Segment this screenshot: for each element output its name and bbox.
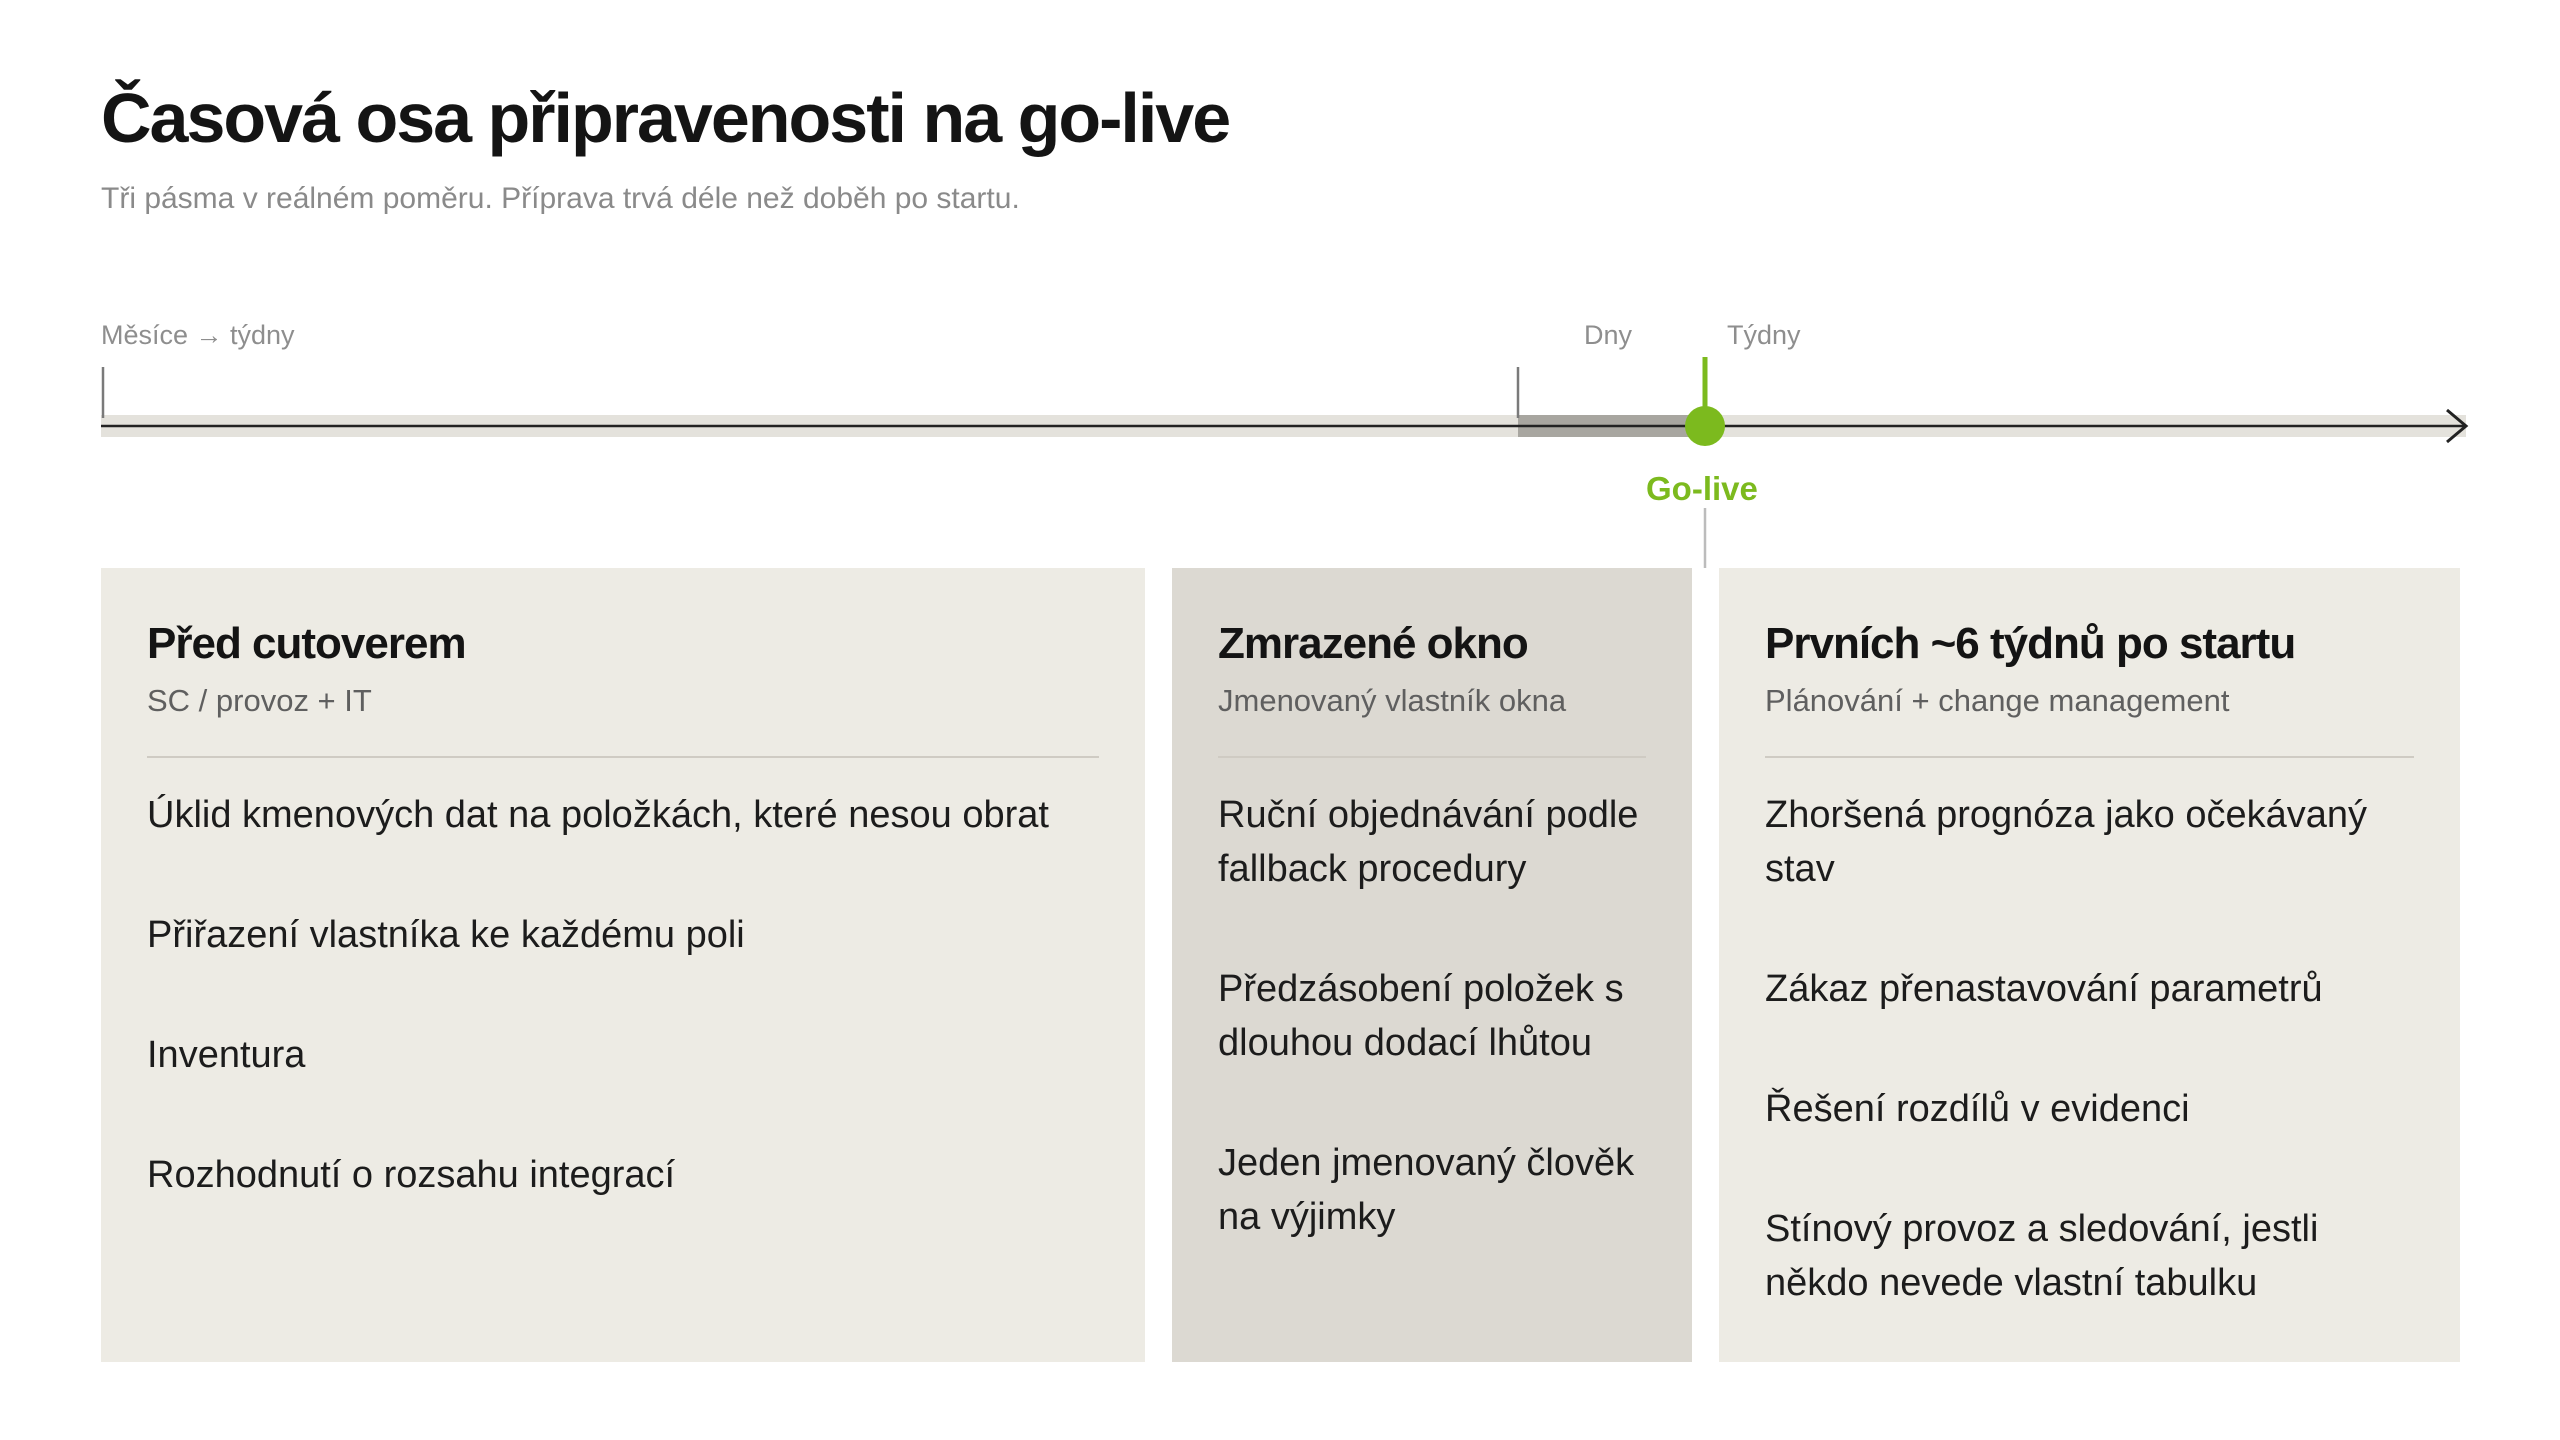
- card-title: Před cutoverem: [147, 619, 466, 668]
- card-title: Prvních ~6 týdnů po startu: [1765, 619, 2296, 668]
- list-item: Řešení rozdílů v evidenci: [1765, 1087, 2190, 1130]
- card-title: Zmrazené okno: [1218, 619, 1528, 668]
- page-title: Časová osa připravenosti na go-live: [101, 79, 1230, 157]
- list-item: Stínový provoz a sledování, jestli někdo nevede vlastní tabulku: [1765, 1207, 2319, 1304]
- list-item: Jeden jmenovaný člověk na výjimky: [1218, 1141, 1635, 1238]
- golive-label: Go-live: [1646, 470, 1758, 507]
- timeline-axis: [0, 0, 2560, 580]
- list-item: Inventura: [147, 1033, 306, 1076]
- card-subtitle: SC / provoz + IT: [147, 682, 372, 718]
- card-subtitle: Plánování + change management: [1765, 682, 2230, 718]
- list-item: Ruční objednávání podle fallback procedury: [1218, 793, 1639, 890]
- card-divider: [147, 756, 1099, 758]
- card-divider: [1765, 756, 2414, 758]
- list-item: Úklid kmenových dat na položkách, které nesou obrat: [147, 793, 1049, 836]
- list-item: Předzásobení položek s dlouhou dodací lhůtou: [1218, 967, 1624, 1064]
- card-pre-cutover: [101, 568, 1145, 1362]
- list-item: Rozhodnutí o rozsahu integrací: [147, 1153, 676, 1196]
- list-item: Přiřazení vlastníka ke každému poli: [147, 913, 745, 956]
- card-post-start: [1719, 568, 2460, 1362]
- timeline-label-months: Měsíce → týdny: [101, 320, 295, 350]
- card-divider: [1218, 756, 1646, 758]
- timeline-label-days: Dny: [1584, 320, 1633, 350]
- card-item-list: [1765, 788, 2414, 1310]
- golive-marker-dot: [1685, 406, 1725, 446]
- list-item: Zhoršená prognóza jako očekávaný stav: [1765, 793, 2368, 890]
- card-item-list: [147, 788, 1099, 1202]
- card-subtitle: Jmenovaný vlastník okna: [1218, 682, 1567, 718]
- list-item: Zákaz přenastavování parametrů: [1765, 967, 2323, 1010]
- card-item-list: [1218, 788, 1646, 1244]
- timeline-label-weeks: Týdny: [1727, 320, 1801, 350]
- card-frozen-window: [1172, 568, 1692, 1362]
- page-subtitle: Tři pásma v reálném poměru. Příprava trvá déle než doběh po startu.: [101, 182, 1020, 215]
